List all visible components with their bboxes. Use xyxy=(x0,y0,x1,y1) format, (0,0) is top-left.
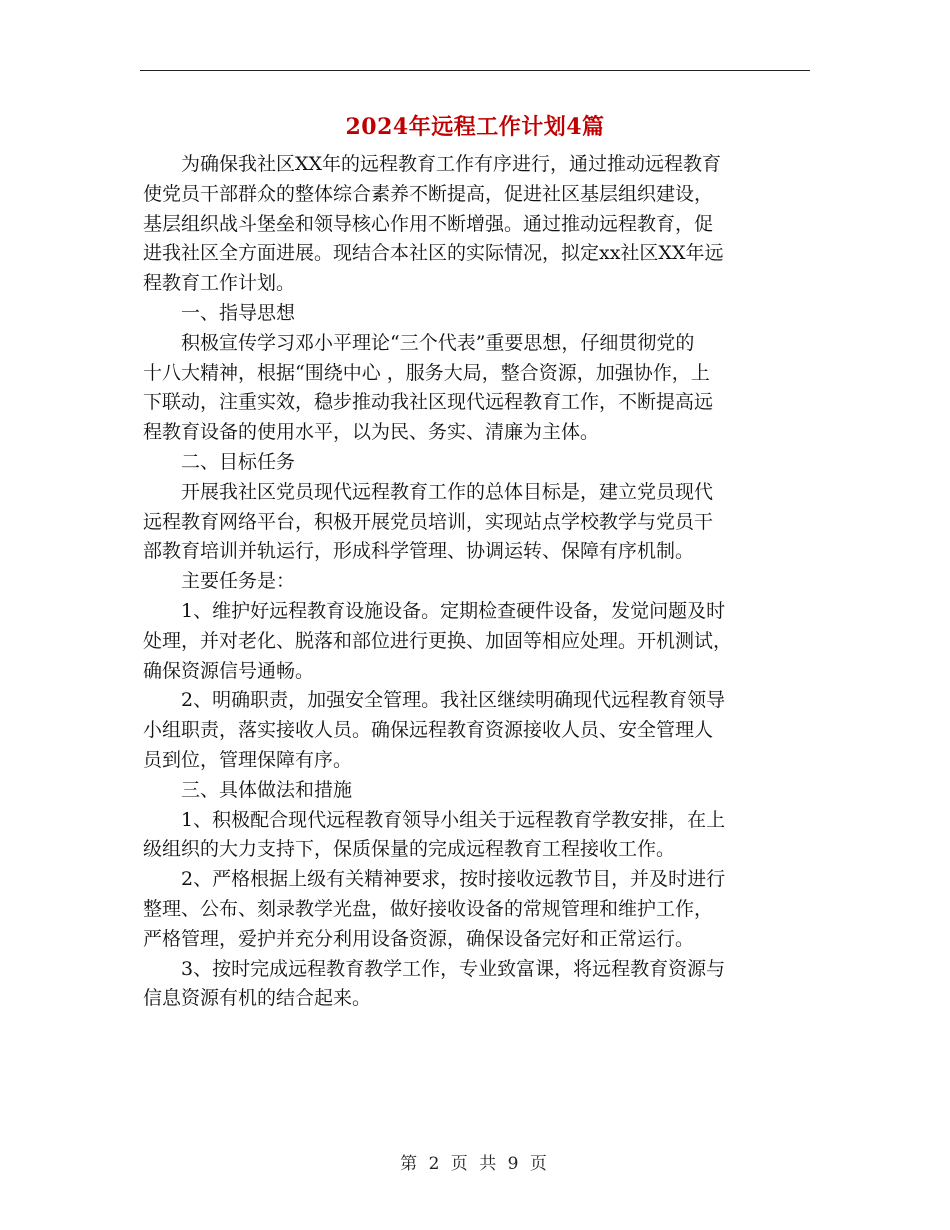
paragraph-guiding-ideology: 积极宣传学习邓小平理论“三个代表”重要思想，仔细贯彻党的 十八大精神，根据“围绕中心 ，服务大局，整合资源，加强协作，上 下联动，注重实效，稳步推动我社区现代远程教育工作，不断提高远 程教育设备的使用水平，以为民、务实、清廉为主体。 xyxy=(143,331,714,444)
page-number-footer: 第 2 页 共 9 页 xyxy=(400,1154,550,1174)
paragraph-task-2: 2、明确职责，加强安全管理。我社区继续明确现代远程教育领导 小组职责，落实接收人员。确保远程教育资源接收人员、安全管理人 员到位，管理保障有序。 xyxy=(143,689,726,771)
paragraph-intro: 为确保我社区XX年的远程教育工作有序进行，通过推动远程教育 使党员干部群众的整体综合素养不断提高，促进社区基层组织建设， 基层组织战斗堡垒和领导核心作用不断增强。通过推动远程教育，促 进我社区全方面进展。现结合本社区的实际情况，拟定xx社区XX年远 程教育工作计划。 xyxy=(143,153,724,295)
header-rule xyxy=(140,70,810,71)
subheading-main-tasks: 主要任务是： xyxy=(181,570,296,593)
section-heading-guiding-ideology: 一、指导思想 xyxy=(181,301,296,324)
paragraph-goals: 开展我社区党员现代远程教育工作的总体目标是，建立党员现代 远程教育网络平台，积极开展党员培训，实现站点学校教学与党员干 部教育培训并轨运行，形成科学管理、协调运转、保障有序机制。 xyxy=(143,480,714,563)
paragraph-measure-3: 3、按时完成远程教育教学工作，专业致富课，将远程教育资源与 信息资源有机的结合起来。 xyxy=(143,957,726,1010)
paragraph-measure-2: 2、严格根据上级有关精神要求，按时接收远教节目，并及时进行 整理、公布、刻录教学光盘，做好接收设备的常规管理和维护工作， 严格管理，爱护并充分利用设备资源，确保设备完好和正常运行。 xyxy=(143,868,726,950)
document-title: 2024年远程工作计划4篇 xyxy=(345,114,605,140)
section-heading-measures: 三、具体做法和措施 xyxy=(181,778,353,801)
paragraph-task-1: 1、维护好远程教育设施设备。定期检查硬件设备，发觉问题及时 处理，并对老化、脱落和部位进行更换、加固等相应处理。开机测试， 确保资源信号通畅。 xyxy=(143,599,733,682)
document-body xyxy=(143,150,810,1014)
section-heading-goals: 二、目标任务 xyxy=(181,450,296,473)
paragraph-measure-1: 1、积极配合现代远程教育领导小组关于远程教育学教安排，在上 级组织的大力支持下，保质保量的完成远程教育工程接收工作。 xyxy=(143,808,726,861)
